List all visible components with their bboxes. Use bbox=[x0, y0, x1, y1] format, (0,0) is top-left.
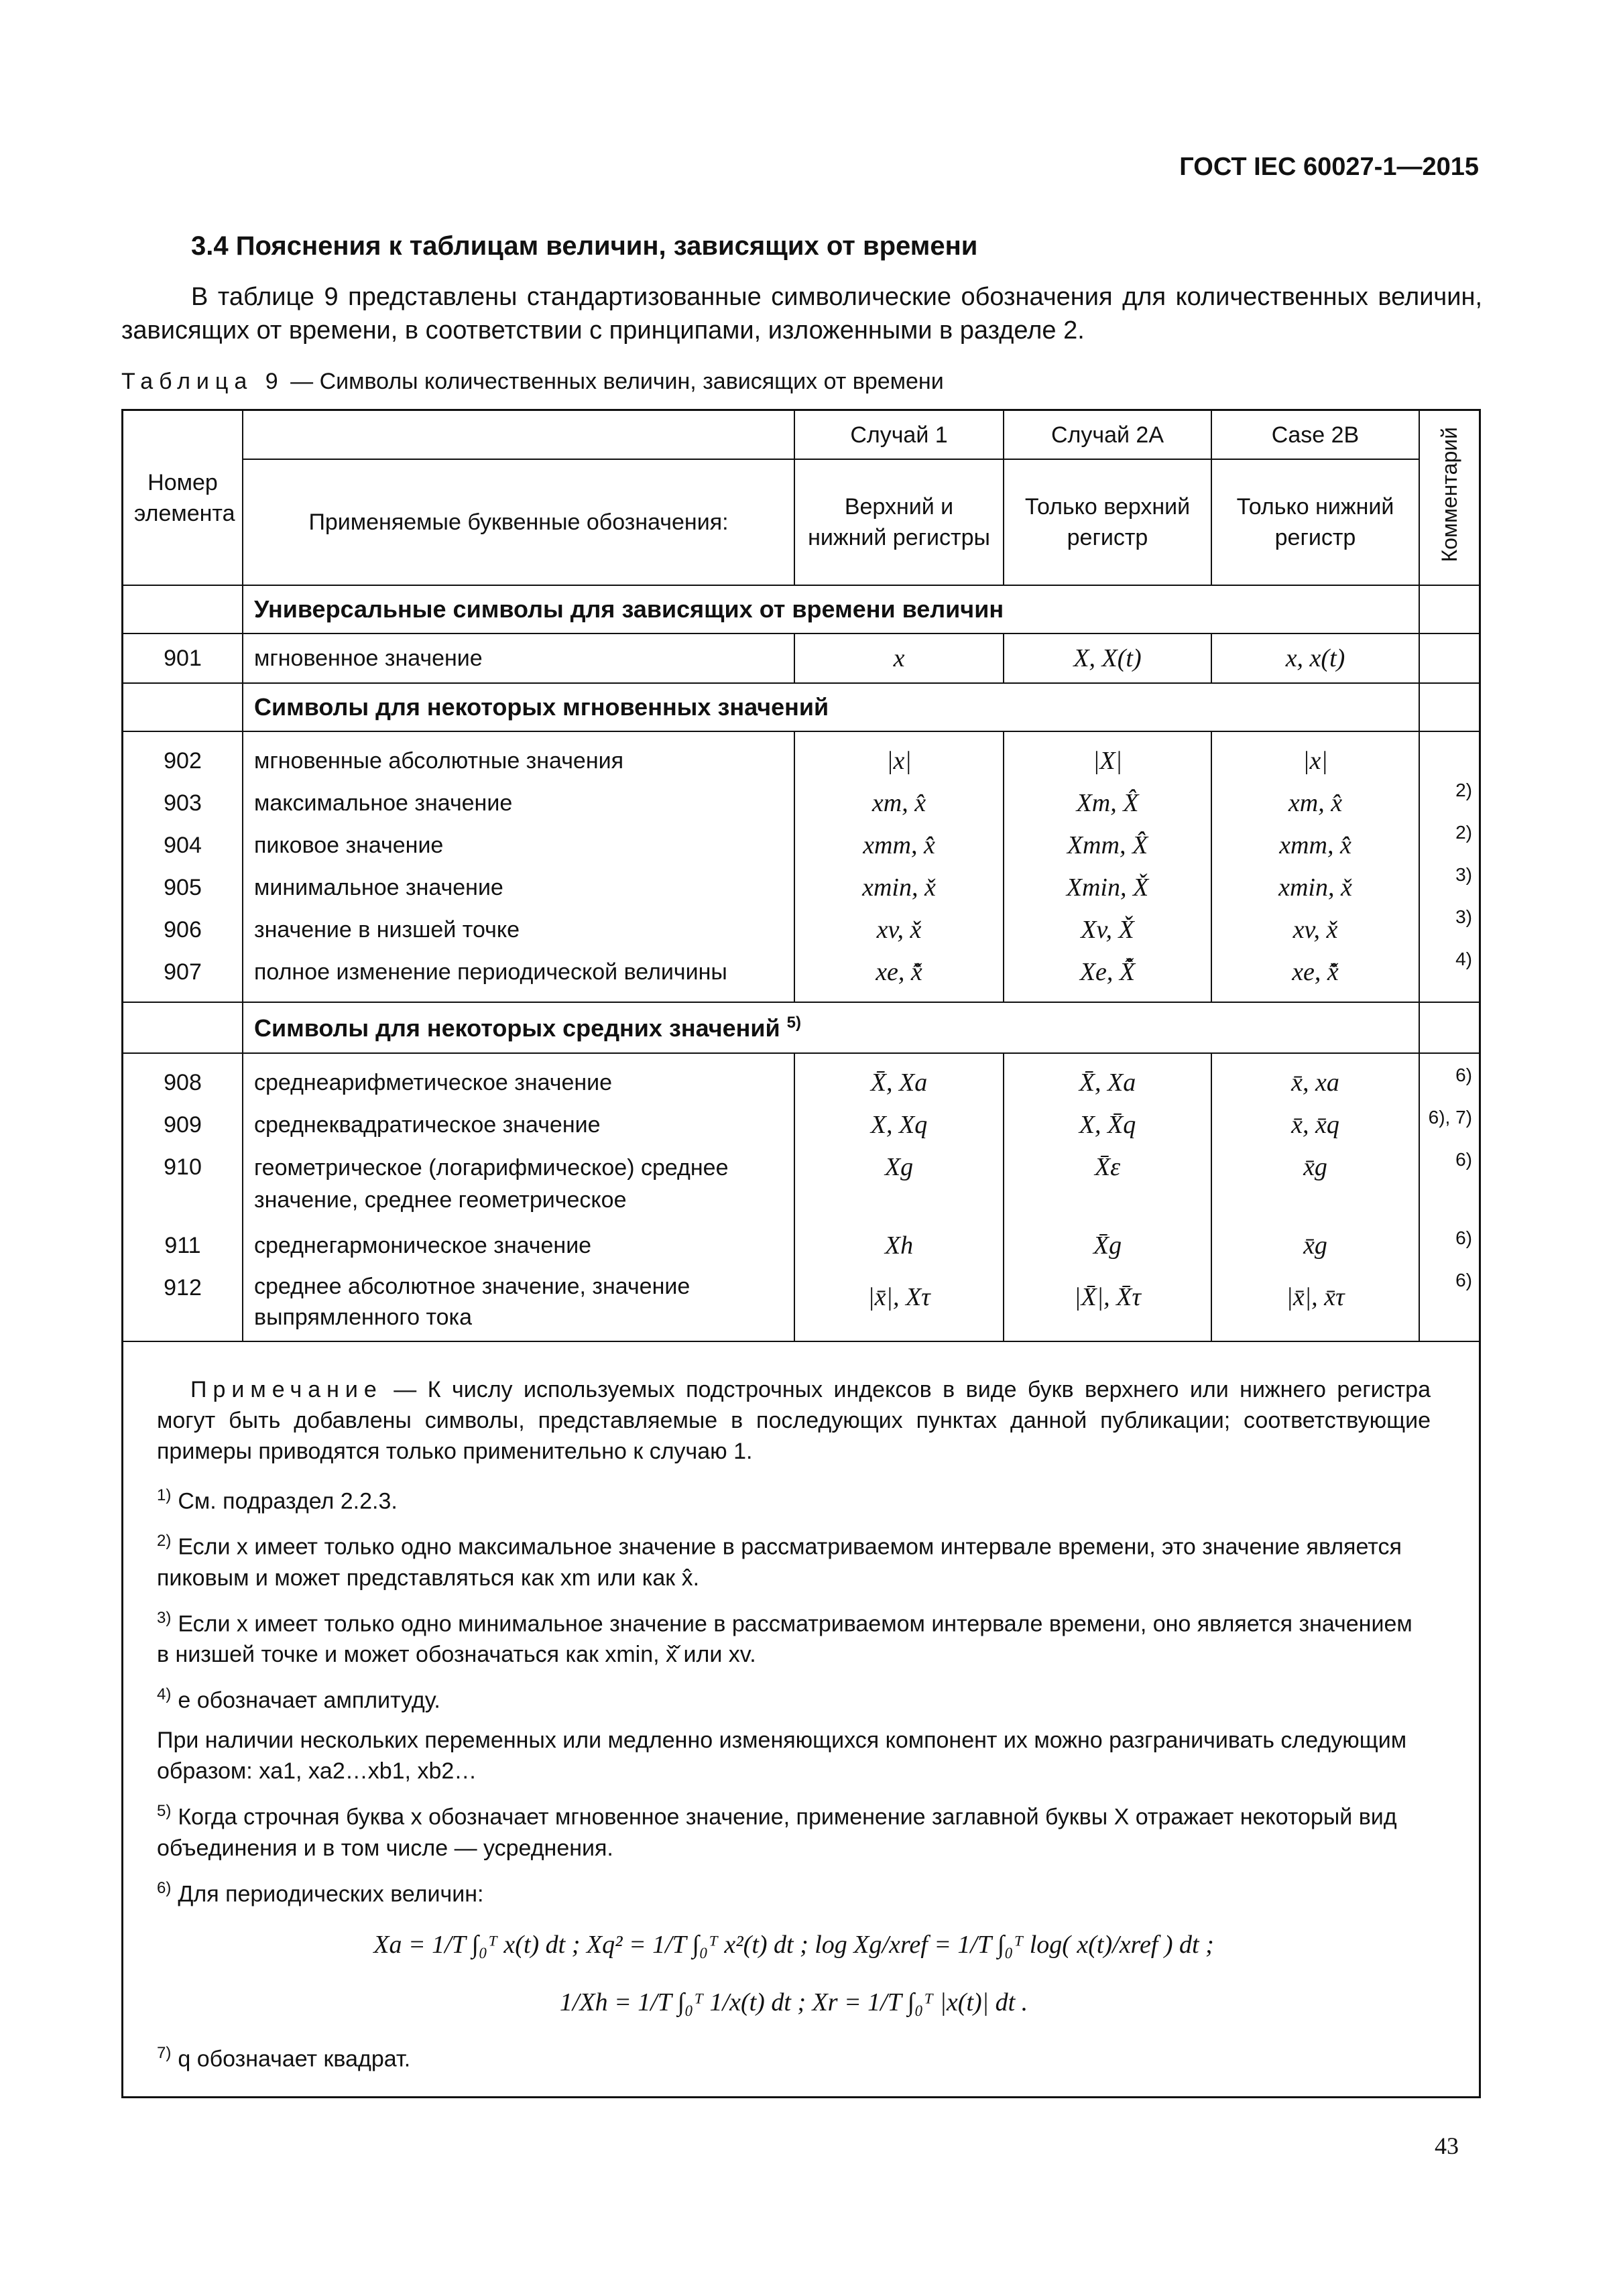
row-comment: 6), 7) bbox=[1428, 1107, 1472, 1128]
row-comment bbox=[1419, 633, 1479, 683]
row-comment: 3) bbox=[1455, 864, 1472, 885]
table-notes bbox=[157, 1374, 1431, 2083]
symbol-case2a: X̄, Xa bbox=[1079, 1069, 1136, 1097]
formula-line-2: 1/Xh = 1/T ∫₀ᵀ 1/x(t) dt ; Xr = 1/T ∫₀ᵀ |x(t)| dt . bbox=[559, 1988, 1028, 2016]
symbol-case2a: |X̄|, X̄τ bbox=[1074, 1283, 1141, 1311]
row-name: значение в низшей точке bbox=[254, 917, 520, 943]
footnote-4-extra: При наличии нескольких переменных или медленно изменяющихся компонент их можно разграничивать следующим образом: xa1, xa2…xb1, xb2… bbox=[157, 1728, 1407, 1785]
symbol-case1: |x̄|, Xτ bbox=[867, 1283, 930, 1311]
row-name: максимальное значение bbox=[254, 790, 513, 816]
symbol-case1: xv, x̌̌ bbox=[876, 916, 922, 944]
symbols-table bbox=[123, 411, 1479, 1342]
group-title: Универсальные символы для зависящих от времени величин bbox=[243, 585, 1419, 633]
header-case2b: Case 2B bbox=[1211, 411, 1419, 459]
table-caption-label: Таблица 9 bbox=[121, 369, 284, 394]
symbol-case2a: X̄ε bbox=[1094, 1153, 1121, 1181]
footnote-2: $^{2)}$ Если x имеет только одно максимальное значение в рассматриваемом интервале времени, это значение является пиковым и может представляться как xm или как x̂. bbox=[157, 1532, 1402, 1591]
row-name: среднеквадратическое значение bbox=[254, 1112, 601, 1138]
row-comment: 2) bbox=[1455, 780, 1472, 800]
table-row bbox=[123, 633, 1479, 683]
row-name: мгновенное значение bbox=[243, 633, 794, 683]
footnote-7: $^{7)}$ q обозначает квадрат. bbox=[157, 2043, 411, 2072]
row-name: пиковое значение bbox=[254, 833, 444, 858]
symbol-case2b: xv, x̌̌ bbox=[1293, 916, 1338, 944]
symbol-case2b: x̄g bbox=[1303, 1153, 1327, 1181]
symbol-case1: xm, x̂ bbox=[871, 789, 926, 817]
symbol-case2a: Xm, X̂ bbox=[1076, 789, 1139, 817]
section-title: 3.4 Пояснения к таблицам величин, зависящих от времени bbox=[191, 231, 978, 261]
row-comment: 6) bbox=[1455, 1227, 1472, 1248]
row-number: 912 bbox=[164, 1275, 202, 1301]
row-name: среднегармоническое значение bbox=[254, 1233, 592, 1258]
symbol-case2a: |X| bbox=[1092, 747, 1123, 775]
note-label: Примечание bbox=[190, 1377, 383, 1402]
row-comment: 6) bbox=[1455, 1065, 1472, 1085]
footnote-3: $^{3)}$ Если x имеет только одно минимальное значение в рассматриваемом интервале времени, оно является значением в низшей точке и может обозначаться как xmin, x̌̌ или xv. bbox=[157, 1608, 1412, 1667]
symbol-case2b: x̄, xa bbox=[1291, 1069, 1339, 1097]
footnote-4: $^{4)}$ e обозначает амплитуду. bbox=[157, 1685, 440, 1713]
row-number: 908 bbox=[164, 1070, 202, 1095]
symbol-case1: |x| bbox=[886, 747, 912, 775]
symbol-case2b: xmin, x̌ bbox=[1278, 873, 1352, 902]
row-name: среднее абсолютное значение, значение выпрямленного тока bbox=[254, 1274, 690, 1330]
row-number: 907 bbox=[164, 959, 202, 985]
symbol-case2a: Xe, X̂̌ bbox=[1079, 958, 1136, 986]
header-number: Номер элемента bbox=[123, 411, 243, 585]
header-case1-sub: Верхний и нижний регистры bbox=[794, 459, 1004, 585]
document-header: ГОСТ IEC 60027-1—2015 bbox=[1179, 153, 1479, 181]
header-case2a-sub: Только верхний регистр bbox=[1004, 459, 1211, 585]
symbol-case1: x bbox=[794, 633, 1004, 683]
intro-paragraph: В таблице 9 представлены стандартизованные символические обозначения для количественных величин, зависящих от времени, в соответствии с принципами, изложенными в разделе 2. bbox=[121, 283, 1482, 345]
row-name: мгновенные абсолютные значения bbox=[254, 748, 624, 774]
page-number: 43 bbox=[1435, 2132, 1459, 2159]
row-number: 911 bbox=[164, 1233, 201, 1258]
symbol-case1: xmm, x̂̂ bbox=[863, 831, 935, 859]
note-text: — К числу используемых подстрочных индексов в виде букв верхнего или нижнего регистра могут быть добавлены символы, представляемые в последующих пунктах данной публикации; соответствующие примеры приводятся только применительно к случаю 1. bbox=[157, 1377, 1431, 1464]
symbol-case2b: x̄, x̄q bbox=[1291, 1111, 1339, 1139]
group-title: Символы для некоторых средних значений $^{5)}$ bbox=[243, 1002, 1419, 1053]
formula-line-1: Xa = 1/T ∫₀ᵀ x(t) dt ; Xq² = 1/T ∫₀ᵀ x²(t) dt ; log Xg/xref = 1/T ∫₀ᵀ log( x(t)/xref ) dt ; bbox=[373, 1930, 1214, 1959]
row-name: полное изменение периодической величины bbox=[254, 959, 727, 985]
row-number: 909 bbox=[164, 1112, 202, 1138]
symbol-case2a: X, X̄q bbox=[1079, 1111, 1136, 1139]
row-comment: 6) bbox=[1455, 1270, 1472, 1290]
row-number: 905 bbox=[164, 875, 202, 900]
table-caption bbox=[121, 369, 944, 395]
row-name: минимальное значение bbox=[254, 875, 503, 900]
symbol-case2b: |x̄|, x̄τ bbox=[1286, 1283, 1345, 1311]
footnote-6: $^{6)}$ Для периодических величин: bbox=[157, 1878, 484, 1907]
symbol-case2b: |x| bbox=[1303, 747, 1328, 775]
header-case2a: Случай 2A bbox=[1004, 411, 1211, 459]
header-case2b-sub: Только нижний регистр bbox=[1211, 459, 1419, 585]
row-name: среднеарифметическое значение bbox=[254, 1070, 613, 1095]
row-name: геометрическое (логарифмическое) среднее значение, среднее геометрическое bbox=[254, 1155, 729, 1213]
row-comment: 2) bbox=[1455, 822, 1472, 843]
row-comment: 4) bbox=[1455, 949, 1472, 969]
symbol-case1: xe, x̂̌ bbox=[876, 958, 922, 986]
footnote-5: $^{5)}$ Когда строчная буква x обозначает мгновенное значение, применение заглавной буквы X отражает некоторый вид объединения и в том числе — усреднения. bbox=[157, 1802, 1397, 1861]
symbol-case2b: xm, x̂ bbox=[1288, 789, 1343, 817]
symbol-case1: X, Xq bbox=[870, 1111, 928, 1139]
symbol-case2a: X, X(t) bbox=[1004, 633, 1211, 683]
footnote-1: $^{1)}$ См. подраздел 2.2.3. bbox=[157, 1486, 398, 1514]
symbol-case2b: x̄g bbox=[1303, 1231, 1327, 1260]
symbol-case1: Xg bbox=[884, 1153, 914, 1181]
symbol-case2a: X̄g bbox=[1093, 1231, 1122, 1260]
row-comment: 6) bbox=[1455, 1149, 1472, 1170]
symbol-case1: Xh bbox=[884, 1231, 914, 1260]
table-row-group bbox=[123, 731, 1479, 1002]
header-comment: Комментарий bbox=[1437, 427, 1461, 562]
table-caption-text: — Символы количественных величин, зависящих от времени bbox=[290, 369, 944, 394]
symbol-case2a: Xmm, X̂̂ bbox=[1067, 831, 1148, 859]
header-case1: Случай 1 bbox=[794, 411, 1004, 459]
symbol-case2a: Xv, X̌̌ bbox=[1081, 916, 1134, 944]
symbol-case2b: xmm, x̂̂ bbox=[1279, 831, 1351, 859]
row-comment: 3) bbox=[1455, 906, 1472, 927]
row-number: 910 bbox=[164, 1154, 202, 1180]
row-number: 902 bbox=[164, 748, 202, 774]
symbol-case2b: x, x(t) bbox=[1211, 633, 1419, 683]
symbol-case2b: xe, x̂̌ bbox=[1292, 958, 1339, 986]
header-letters: Применяемые буквенные обозначения: bbox=[243, 459, 794, 585]
symbol-case2a: Xmin, X̌ bbox=[1066, 873, 1149, 902]
row-number: 901 bbox=[123, 633, 243, 683]
group-title: Символы для некоторых мгновенных значений bbox=[243, 683, 1419, 731]
table-row-group bbox=[123, 1053, 1479, 1341]
row-number: 904 bbox=[164, 833, 202, 858]
symbol-case1: xmin, x̌ bbox=[862, 873, 936, 902]
row-number: 906 bbox=[164, 917, 202, 943]
row-number: 903 bbox=[164, 790, 202, 816]
symbol-case1: X̄, Xa bbox=[870, 1069, 928, 1097]
